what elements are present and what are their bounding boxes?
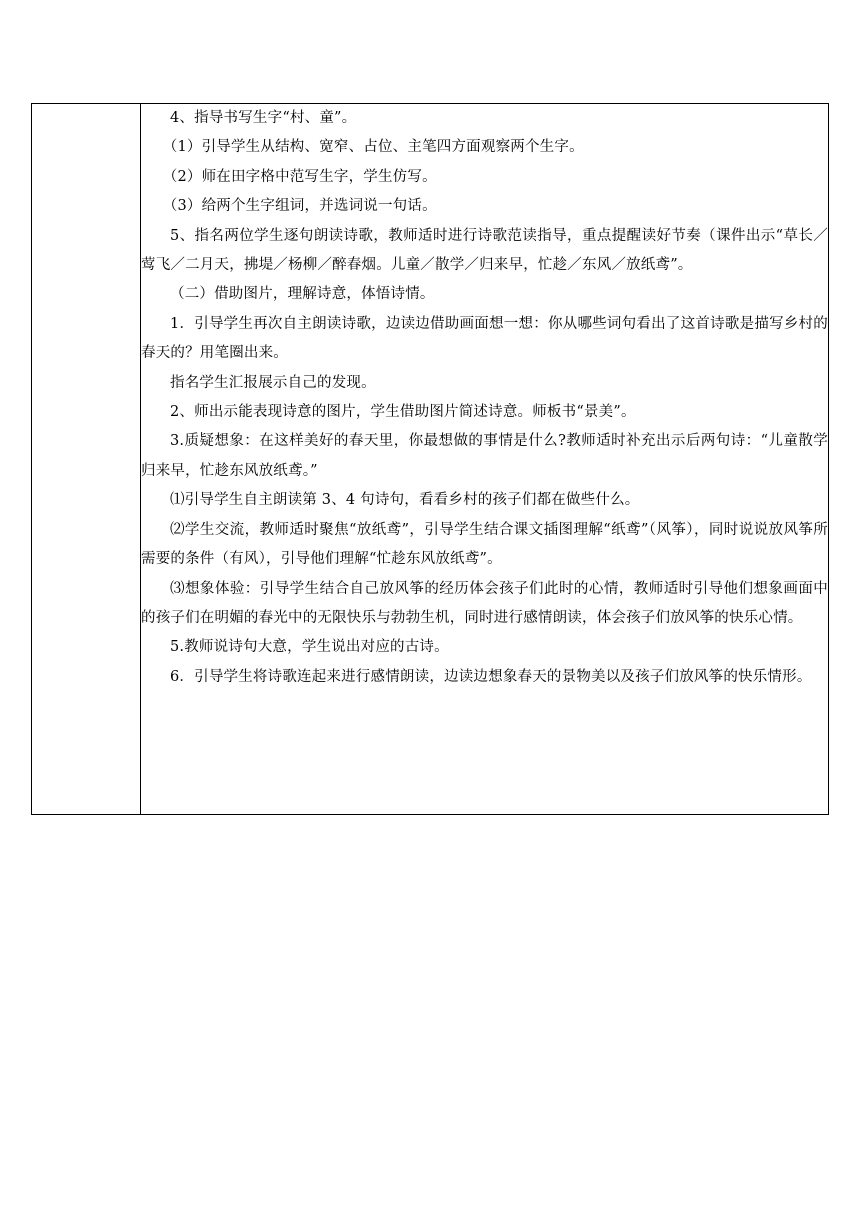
step-4-item-1: （1）引导学生从结构、宽窄、占位、主笔四方面观察两个生字。	[162, 139, 584, 156]
section-2-step-3-item-2: ⑵学生交流，教师适时聚焦“放纸鸢”，引导学生结合课文插图理解“纸鸢”（风筝），同时说说放风筝所需要的条件（有风），引导他们理解“忙趁东风放纸鸢”。	[141, 521, 828, 568]
section-2-step-2: 2、师出示能表现诗意的图片，学生借助图片简述诗意。师板书“景美”。	[170, 404, 636, 421]
table-row	[32, 104, 829, 815]
section-2-step-5: 5.教师说诗句大意，学生说出对应的古诗。	[170, 639, 449, 656]
section-2-step-3: 3.质疑想象：在这样美好的春天里，你最想做的事情是什么?教师适时补充出示后两句诗：“儿童散学归来早，忙趁东风放纸鸢。”	[141, 433, 828, 479]
section-2-step-6: 6．引导学生将诗歌连起来进行感情朗读，边读边想象春天的景物美以及孩子们放风筝的快乐情形。	[170, 668, 812, 685]
step-5-reading: 5、指名两位学生逐句朗读诗歌，教师适时进行诗歌范读指导，重点提醒读好节奏（课件出示“草长／莺飞／二月天，拂堤／杨柳／醉春烟。儿童／散学／归来早，忙趁／东风／放纸鸢”。	[141, 227, 828, 274]
step-4-item-2: （2）师在田字格中范写生字，学生仿写。	[162, 168, 437, 185]
section-2-step-1-note: 指名学生汇报展示自己的发现。	[170, 374, 376, 391]
section-2-step-3-item-3: ⑶想象体验：引导学生结合自己放风筝的经历体会孩子们此时的心情，教师适时引导他们想象画面中的孩子们在明媚的春光中的无限快乐与勃勃生机，同时进行感情朗读，体会孩子们放风筝的快乐心情。	[141, 580, 828, 626]
section-2-heading: （二）借助图片，理解诗意，体悟诗情。	[170, 286, 435, 303]
lesson-plan-table	[31, 103, 829, 815]
section-2-step-1: 1．引导学生再次自主朗读诗歌，边读边借助画面想一想：你从哪些词句看出了这首诗歌是描写乡村的春天的？用笔圈出来。	[141, 315, 828, 362]
label-cell	[32, 104, 141, 815]
step-4-item-3: （3）给两个生字组词，并选词说一句话。	[162, 198, 437, 215]
section-2-step-3-item-1: ⑴引导学生自主朗读第 3、4 句诗句，看看乡村的孩子们都在做些什么。	[170, 492, 640, 509]
step-4-heading: 4、指导书写生字“村、童”。	[170, 110, 357, 126]
lesson-content	[141, 104, 828, 692]
content-cell	[141, 104, 829, 815]
